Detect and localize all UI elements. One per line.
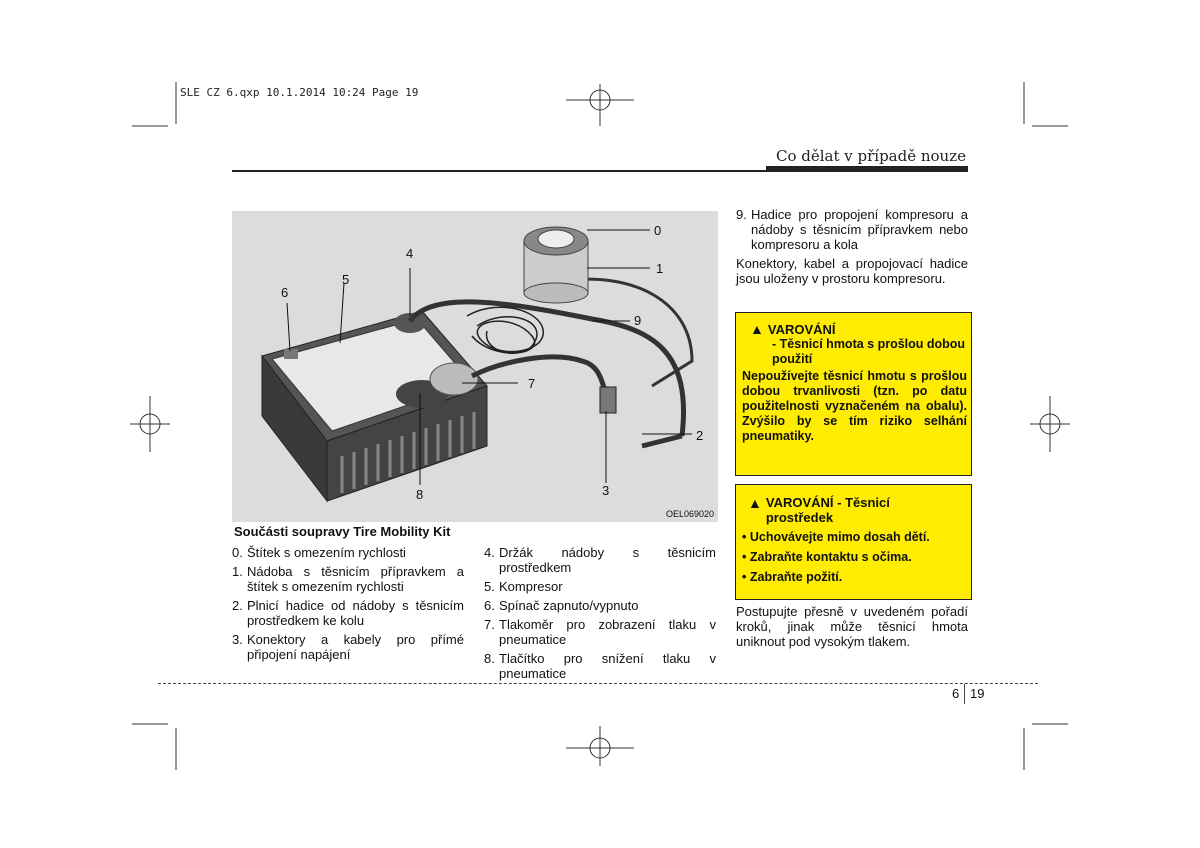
list-item: 1. Nádoba s těsnicím přípravkem a štítek s omezením rychlosti [232, 564, 464, 594]
list-item: 7. Tlakoměr pro zobrazení tlaku v pneumatice [484, 617, 716, 647]
figure-caption: Součásti soupravy Tire Mobility Kit [234, 524, 451, 539]
compressor-drawing [262, 311, 487, 501]
callout-2: 2 [696, 428, 704, 443]
storage-note: Konektory, kabel a propojovací hadice jsou uloženy v prostoru kompresoru. [736, 256, 968, 286]
list-item: 4. Držák nádoby s těsnicím prostředkem [484, 545, 716, 575]
warning-title: VAROVÁNÍ [767, 321, 836, 337]
callout-3: 3 [602, 483, 610, 498]
list-item-9: 9. Hadice pro propojení kompresoru a nádoby s těsnicím přípravkem nebo kompresoru a kola [736, 207, 968, 252]
callout-5: 5 [342, 272, 350, 287]
page-number: 19 [970, 686, 985, 701]
footer-rule [158, 683, 1038, 684]
warning-triangle-icon: ▲ [748, 495, 762, 511]
chapter-number: 6 [952, 686, 960, 701]
bullet-item: • Uchovávejte mimo dosah dětí. [742, 530, 930, 544]
list-item: 6. Spínač zapnuto/vypnuto [484, 598, 639, 613]
warning-title: VAROVÁNÍ - Těsnicí prostředek [765, 495, 890, 525]
right-column [736, 207, 968, 286]
header-rule-accent [766, 166, 968, 172]
parts-list-right [484, 545, 716, 681]
list-item: 8. Tlačítko pro snížení tlaku v pneumatice [484, 651, 716, 681]
figure-code: OEL069020 [665, 509, 714, 519]
section-title: Co dělat v případě nouze [775, 147, 966, 165]
print-slug: SLE CZ 6.qxp 10.1.2014 10:24 Page 19 [180, 86, 419, 99]
warning-subtitle: - Těsnicí hmota s prošlou dobou použití [772, 337, 966, 366]
callout-0: 0 [654, 223, 662, 238]
bullet-item: • Zabraňte požití. [742, 570, 843, 584]
list-item: 2. Plnicí hadice od nádoby s těsnicím prostředkem ke kolu [232, 598, 464, 628]
callout-7: 7 [528, 376, 536, 391]
kit-illustration [232, 211, 718, 522]
list-item: 5. Kompresor [484, 579, 563, 594]
page-number-divider [964, 684, 965, 704]
sealant-bottle-drawing [524, 227, 588, 303]
warning-box-expired-sealant [735, 312, 972, 476]
procedure-note: Postupujte přesně v uvedeném pořadí kroků, jinak může těsnicí hmota uniknout pod vysokým tlakem. [736, 604, 968, 649]
warning-box-sealant [735, 484, 972, 600]
callout-4: 4 [406, 246, 414, 261]
list-item: 3. Konektory a kabely pro přímé připojení napájení [232, 632, 464, 662]
callout-6: 6 [281, 285, 289, 300]
warning-body: Nepoužívejte těsnicí hmotu s prošlou dobou trvanlivosti (tzn. po datu použitelnosti vyznačeném na obalu). Zvýšilo by se tím riziko selhání pneumatiky. [742, 369, 967, 443]
callout-8: 8 [416, 487, 424, 502]
parts-list-left [232, 545, 464, 662]
callout-1: 1 [656, 261, 664, 276]
list-item: 0. Štítek s omezením rychlosti [232, 545, 406, 560]
kit-figure [232, 211, 718, 522]
bullet-item: • Zabraňte kontaktu s očima. [742, 550, 912, 564]
callout-9: 9 [634, 313, 642, 328]
warning-triangle-icon: ▲ [750, 321, 764, 337]
